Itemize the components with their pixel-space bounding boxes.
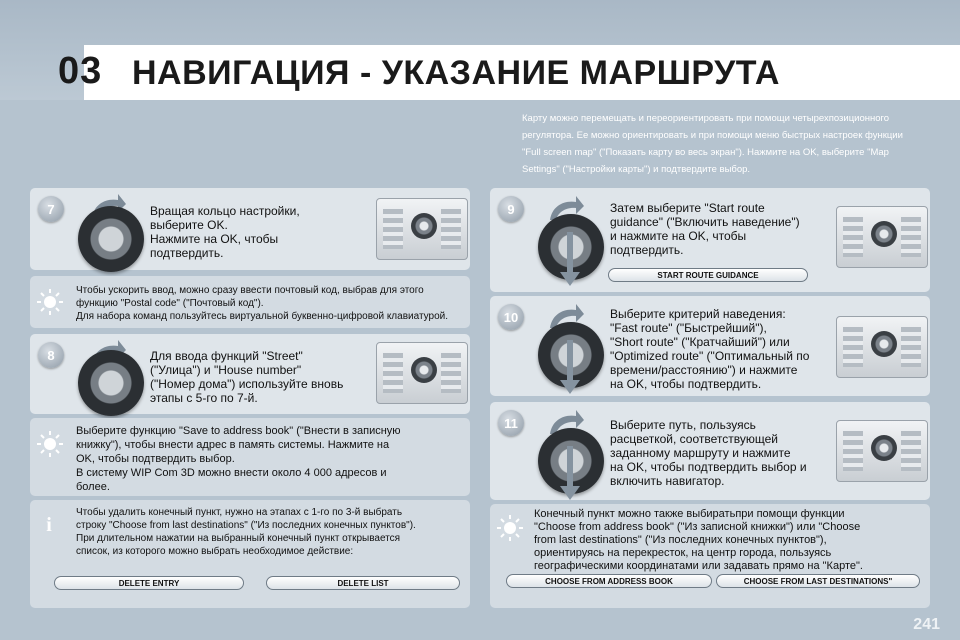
step-9-badge: 9 [498, 196, 524, 222]
page-number: 241 [913, 616, 940, 633]
step-7-text: Вращая кольцо настройки, выберите OK. Нажмите на OK, чтобы подтвердить. [150, 204, 300, 260]
delete-entry-button[interactable]: DELETE ENTRY [54, 576, 244, 590]
press-arrow-icon [559, 340, 581, 394]
tip-sun-icon [496, 514, 524, 542]
tip-sun-icon [36, 288, 64, 316]
delete-list-button[interactable]: DELETE LIST [266, 576, 460, 590]
step-7-badge: 7 [38, 196, 64, 222]
radio-unit-icon [836, 420, 928, 482]
step-9-text: Затем выберите "Start route guidance" ("Включить наведение") и нажмите на OK, чтобы подтвердить. [610, 201, 800, 257]
step-8-text: Для ввода функций "Street" ("Улица") и "House number" ("Номер дома") используйте вновь этапы с 5-го по 7-й. [150, 349, 344, 405]
tip-3-text: Конечный пункт можно также выбиратьпри помощи функции "Choose from address book" ("Из записной книжки") или "Choose from last destinations" ("Из последних конечных пунктов"), ориентируясь на перекресток, на центр города, пользуясь географическими координатами или задавать прямо на "Карте". [534, 508, 863, 572]
tip-2-text: Выберите функцию "Save to address book" ("Внести в записную книжку"), чтобы внести адрес в память системы. Нажмите на OK, чтобы подтвердить выбор. В систему WIP Com 3D можно внести около 4 000 адресов и более. [76, 425, 401, 493]
start-route-guidance-button[interactable]: START ROUTE GUIDANCE [608, 268, 808, 282]
step-11-badge: 11 [498, 410, 524, 436]
tip-sun-icon [36, 430, 64, 458]
info-text: Чтобы удалить конечный пункт, нужно на этапах с 1-го по 3-й выбрать строку "Choose from last destinations" ("Из последних конечных пунктов"). При длительном нажатии на выбранный конечный пункт открывается список, из которого можно выбрать необходимое действие: [76, 507, 416, 557]
intro-text: Карту можно перемещать и переориентировать при помощи четырехпозиционного регулятора. Ее можно ориентировать и при помощи меню быстрых настроек функции "Full screen map" ("Показать карту во весь экран"). Нажмите на OK, выберите "Map Settings" ("Настройки карты") и подтвердите выбор. [522, 113, 903, 175]
step-11-text: Выберите путь, пользуясь расцветкой, соответствующей заданному маршруту и нажмите на OK, чтобы подтвердить выбор и включить навигатор. [610, 418, 807, 488]
choose-from-address-book-button[interactable]: CHOOSE FROM ADDRESS BOOK [506, 574, 712, 588]
step-8-badge: 8 [38, 342, 64, 368]
choose-from-last-destinations-button[interactable]: CHOOSE FROM LAST DESTINATIONS" [716, 574, 920, 588]
tip-1-text: Чтобы ускорить ввод, можно сразу ввести почтовый код, выбрав для этого функцию "Postal code" ("Почтовый код"). Для набора команд пользуйтесь виртуальной буквенно-цифровой клавиатурой. [76, 285, 449, 322]
press-arrow-icon [559, 232, 581, 286]
control-knob-icon [78, 350, 144, 416]
step-10-text: Выберите критерий наведения: "Fast route" ("Быстрейший"), "Short route" ("Кратчайший") или "Optimized route" ("Оптимальный по времени/расстоянию") и нажмите на OK, чтобы подтвердить. [610, 307, 810, 391]
info-icon: i [46, 514, 52, 536]
press-arrow-icon [559, 446, 581, 500]
control-knob-icon [78, 206, 144, 272]
radio-unit-icon [376, 198, 468, 260]
section-number: 03 [58, 50, 103, 92]
step-10-badge: 10 [498, 304, 524, 330]
radio-unit-icon [376, 342, 468, 404]
page-title: НАВИГАЦИЯ - УКАЗАНИЕ МАРШРУТА [132, 54, 780, 92]
radio-unit-icon [836, 316, 928, 378]
radio-unit-icon [836, 206, 928, 268]
